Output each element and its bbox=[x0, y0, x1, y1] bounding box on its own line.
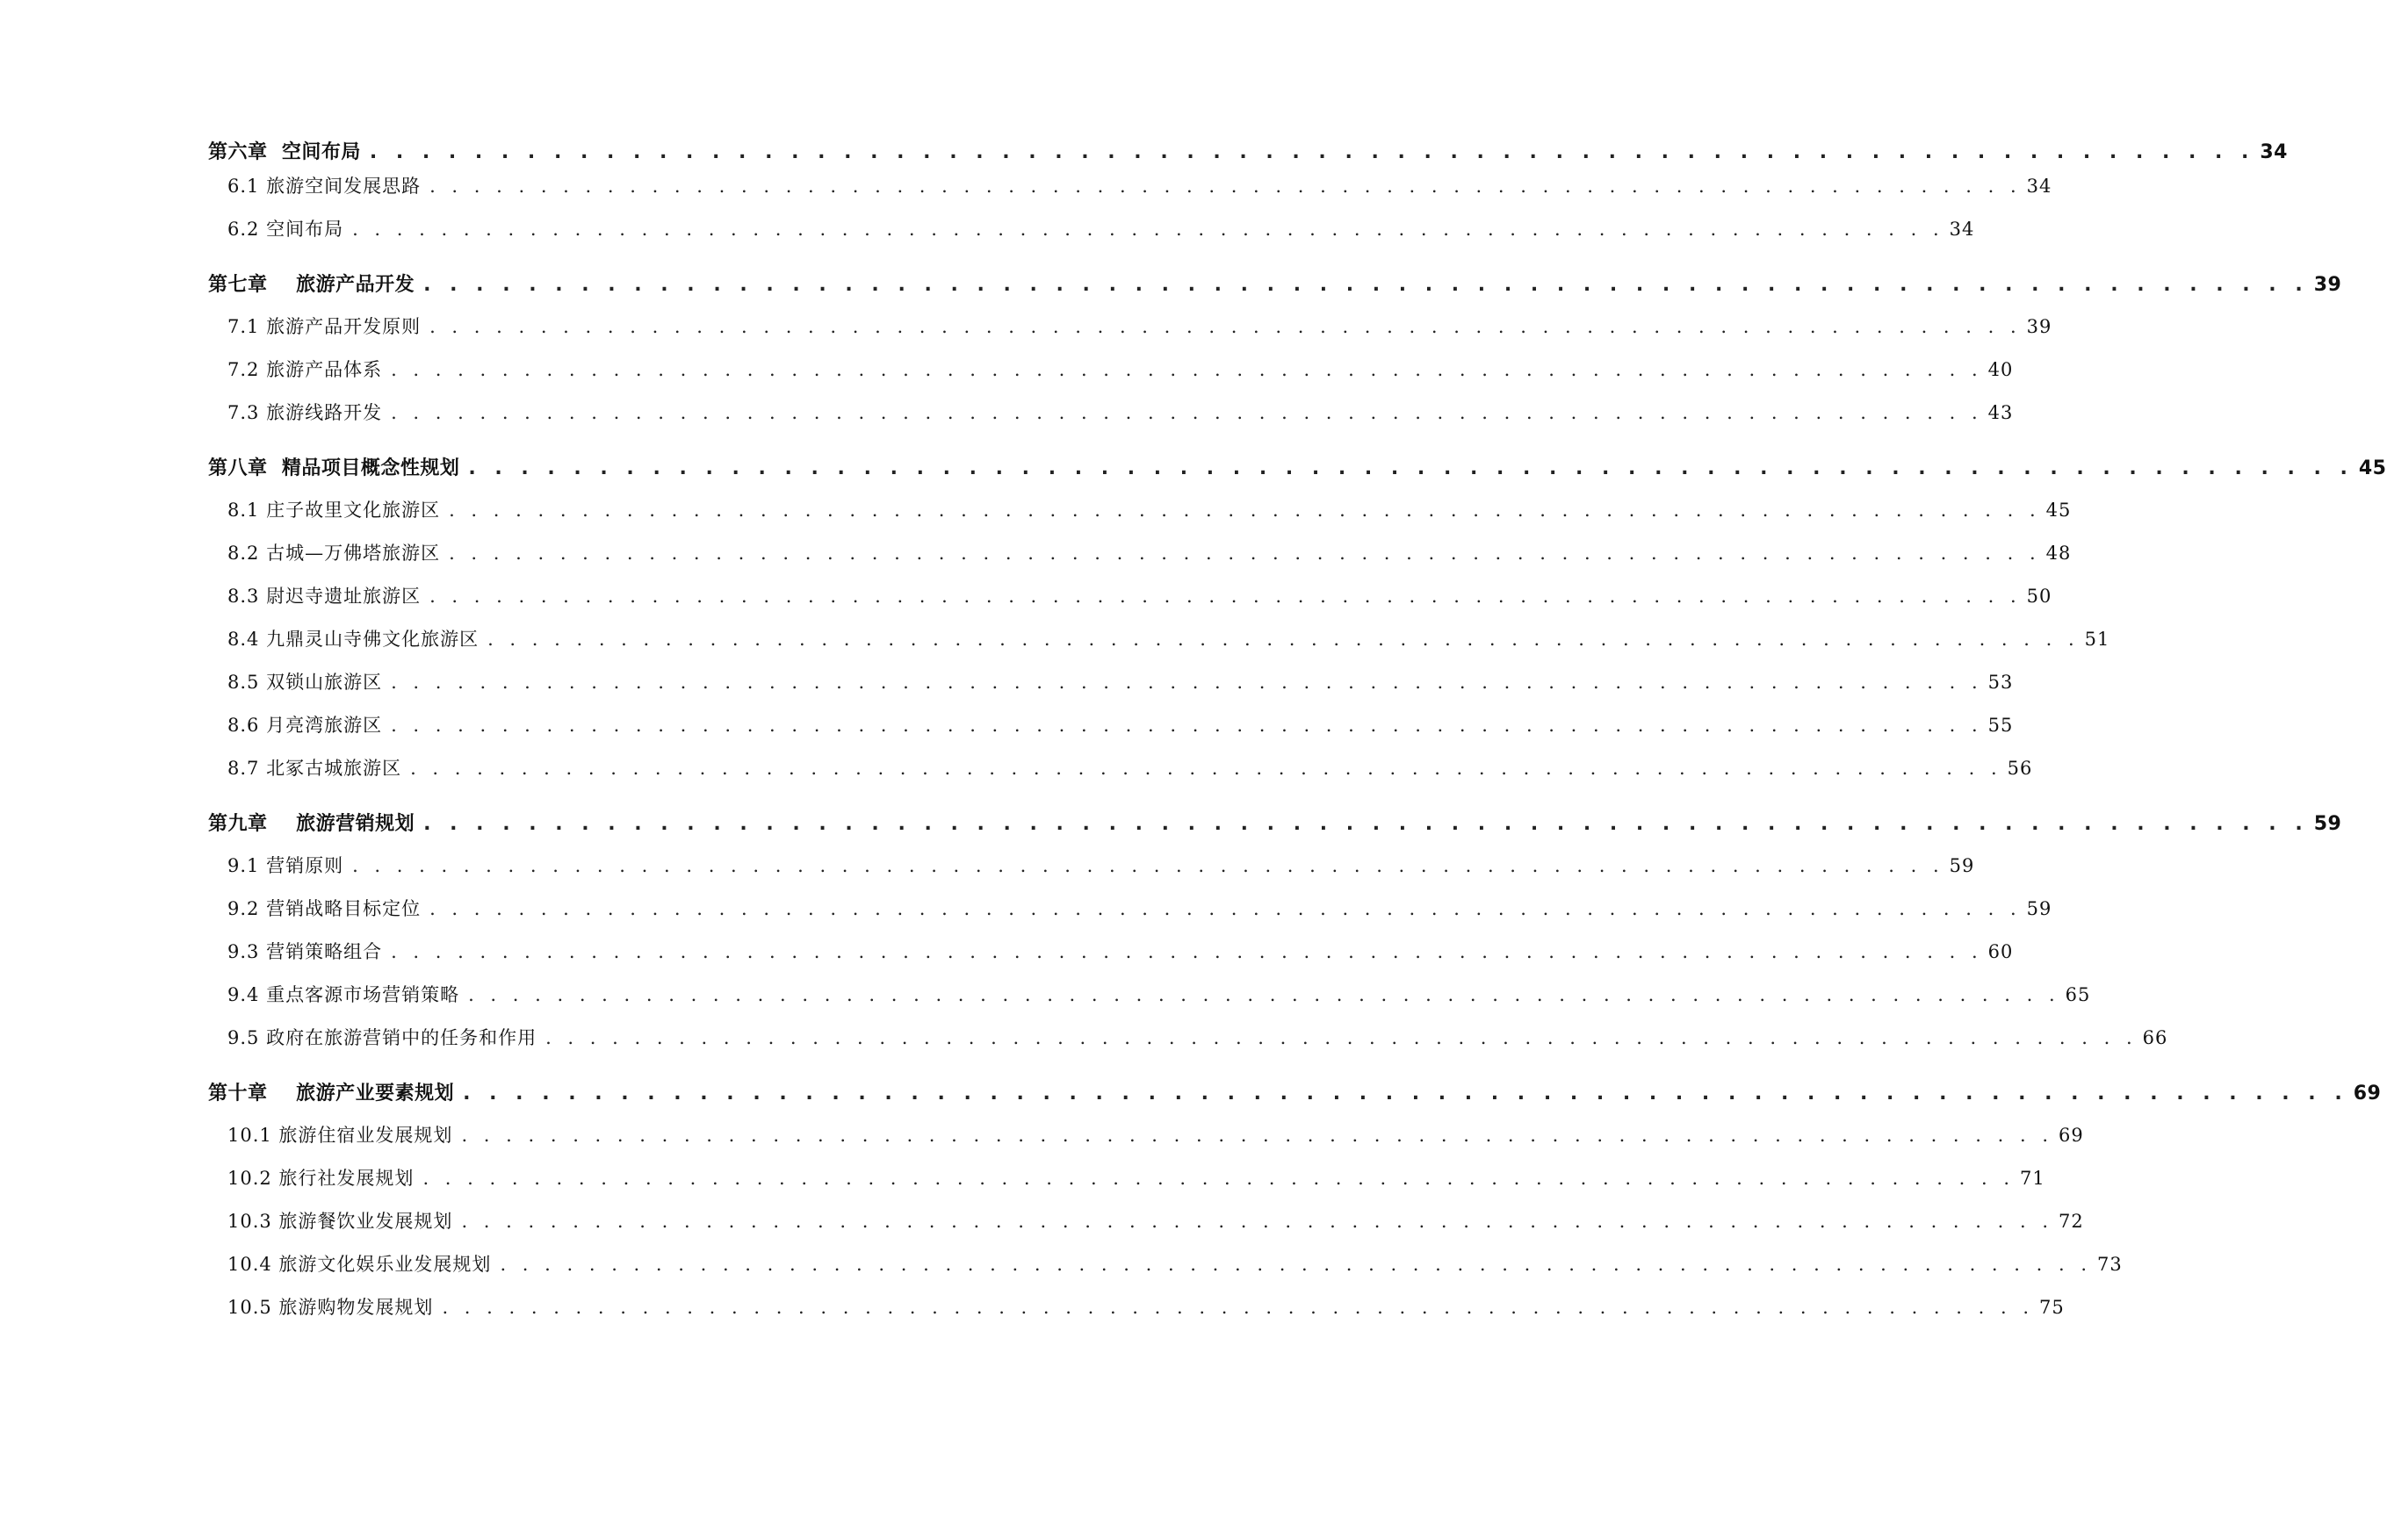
toc-entry-title: 第七章 旅游产品开发 bbox=[208, 274, 415, 296]
toc-page-number: 34 bbox=[2260, 141, 2288, 163]
toc-section-entry[interactable] bbox=[208, 356, 2014, 399]
dot-leader: . . . . . . . . . . . . . . . . . . . . . . . . . . . . . . . . . . . . . . . . . . . . . . . . . . . . . . . . . . . . . . . . . . . . . . . . bbox=[461, 1125, 2054, 1146]
toc-section-entry[interactable] bbox=[208, 313, 2052, 356]
toc-section-entry[interactable] bbox=[208, 1164, 2045, 1207]
toc-page-number: 40 bbox=[1987, 359, 2014, 380]
dot-leader: . . . . . . . . . . . . . . . . . . . . . . . . . . . . . . . . . . . . . . . . . . . . . . . . . . . . . . . . . . . . . . . . . . . . . . . . bbox=[461, 1211, 2054, 1232]
dot-leader: . . . . . . . . . . . . . . . . . . . . . . . . . . . . . . . . . . . . . . . . . . . . . . . . . . . . . . . . . . . . . . . . . . . . . . . . bbox=[429, 316, 2022, 337]
dot-leader: . . . . . . . . . . . . . . . . . . . . . . . . . . . . . . . . . . . . . . . . . . . . . . . . . . . . . . . . . . . . . . . . . . . . . . . . bbox=[391, 402, 1983, 423]
dot-leader: . . . . . . . . . . . . . . . . . . . . . . . . . . . . . . . . . . . . . . . . . . . . . . . . . . . . . . . . . . . . . . . . . . . . . . . . bbox=[429, 898, 2022, 919]
toc-page-number: 75 bbox=[2039, 1297, 2065, 1318]
toc-page-number: 59 bbox=[2026, 898, 2052, 919]
toc-page-number: 69 bbox=[2353, 1083, 2382, 1105]
toc-page-number: 73 bbox=[2097, 1254, 2123, 1275]
dot-leader: . . . . . . . . . . . . . . . . . . . . . . . . . . . . . . . . . . . . . . . . . . . . . . . . . . . . . . . . . . . . . . . . . . . . . . . . bbox=[391, 672, 1983, 693]
toc-page-number: 39 bbox=[2026, 316, 2052, 337]
toc-entry-title: 8.1 庄子故里文化旅游区 bbox=[227, 500, 441, 521]
toc-entry-title: 8.6 月亮湾旅游区 bbox=[227, 715, 383, 736]
toc-chapter-entry[interactable] bbox=[208, 453, 2387, 496]
dot-leader: . . . . . . . . . . . . . . . . . . . . . . . . . . . . . . . . . . . . . . . . . . . . . . . . . . . . . . . . . . . . . . . . . . . . . . . . bbox=[422, 1168, 2016, 1189]
toc-page-number: 48 bbox=[2045, 543, 2072, 564]
toc-entry-title: 第六章 空间布局 bbox=[208, 141, 361, 163]
dot-leader: . . . . . . . . . . . . . . . . . . . . . . . . . . . . . . . . . . . . . . . . . . . . . . . . . . . . . . . . . . . . . . . . . . . . . . . . bbox=[391, 359, 1983, 380]
toc-section-entry[interactable] bbox=[208, 172, 2052, 215]
dot-leader: . . . . . . . . . . . . . . . . . . . . . . . . . . . . . . . . . . . . . . . . . . . . . . . . . . . . . . . . . . . . . . . . . . . . . . . . bbox=[429, 586, 2022, 607]
toc-section-entry[interactable] bbox=[208, 1121, 2084, 1164]
dot-leader: . . . . . . . . . . . . . . . . . . . . . . . . . . . . . . . . . . . . . . . . . . . . . . . . . . . . . . . . . . . . . . . . . . . . . . . . bbox=[487, 629, 2080, 650]
table-of-contents bbox=[208, 137, 2387, 1336]
dot-leader: . . . . . . . . . . . . . . . . . . . . . . . . . . . . . . . . . . . . . . . . . . . . . . . . . . . . . . . . . . . . . . . . . . . . . . . . bbox=[391, 715, 1983, 736]
toc-section-entry[interactable] bbox=[208, 754, 2033, 797]
toc-page-number: 50 bbox=[2026, 586, 2052, 607]
dot-leader: . . . . . . . . . . . . . . . . . . . . . . . . . . . . . . . . . . . . . . . . . . . . . . . . . . . . . . . . . . . . . . . . . . . . . . . . bbox=[423, 274, 2309, 296]
toc-chapter-entry[interactable] bbox=[208, 809, 2342, 852]
toc-page-number: 65 bbox=[2065, 984, 2091, 1005]
toc-page-number: 60 bbox=[1987, 941, 2014, 962]
dot-leader: . . . . . . . . . . . . . . . . . . . . . . . . . . . . . . . . . . . . . . . . . . . . . . . . . . . . . . . . . . . . . . . . . . . . . . . . bbox=[463, 1083, 2348, 1105]
toc-page-number: 69 bbox=[2059, 1125, 2084, 1146]
toc-page-number: 66 bbox=[2142, 1027, 2168, 1048]
toc-entry-title: 8.7 北冢古城旅游区 bbox=[227, 758, 402, 779]
toc-section-entry[interactable] bbox=[208, 1207, 2084, 1250]
toc-page-number: 45 bbox=[2045, 500, 2072, 521]
toc-section-entry[interactable] bbox=[208, 496, 2072, 539]
toc-page-number: 34 bbox=[1949, 219, 1975, 240]
toc-entry-title: 7.3 旅游线路开发 bbox=[227, 402, 383, 423]
toc-chapter-entry[interactable] bbox=[208, 137, 2288, 172]
toc-page-number: 59 bbox=[1949, 855, 1975, 876]
dot-leader: . . . . . . . . . . . . . . . . . . . . . . . . . . . . . . . . . . . . . . . . . . . . . . . . . . . . . . . . . . . . . . . . . . . . . . . . bbox=[369, 141, 2255, 163]
toc-entry-title: 9.2 营销战略目标定位 bbox=[227, 898, 422, 919]
toc-page-number: 53 bbox=[1987, 672, 2014, 693]
dot-leader: . . . . . . . . . . . . . . . . . . . . . . . . . . . . . . . . . . . . . . . . . . . . . . . . . . . . . . . . . . . . . . . . . . . . . . . . bbox=[352, 219, 1944, 240]
toc-entry-title: 8.3 尉迟寺遗址旅游区 bbox=[227, 586, 422, 607]
toc-page-number: 43 bbox=[1987, 402, 2014, 423]
dot-leader: . . . . . . . . . . . . . . . . . . . . . . . . . . . . . . . . . . . . . . . . . . . . . . . . . . . . . . . . . . . . . . . . . . . . . . . . bbox=[449, 543, 2041, 564]
toc-entry-title: 10.2 旅行社发展规划 bbox=[227, 1168, 415, 1189]
toc-section-entry[interactable] bbox=[208, 582, 2052, 625]
dot-leader: . . . . . . . . . . . . . . . . . . . . . . . . . . . . . . . . . . . . . . . . . . . . . . . . . . . . . . . . . . . . . . . . . . . . . . . . bbox=[352, 855, 1944, 876]
toc-page-number: 39 bbox=[2313, 274, 2342, 296]
toc-section-entry[interactable] bbox=[208, 399, 2014, 442]
toc-entry-title: 10.1 旅游住宿业发展规划 bbox=[227, 1125, 453, 1146]
toc-entry-title: 第九章 旅游营销规划 bbox=[208, 813, 415, 835]
toc-entry-title: 6.2 空间布局 bbox=[227, 219, 344, 240]
dot-leader: . . . . . . . . . . . . . . . . . . . . . . . . . . . . . . . . . . . . . . . . . . . . . . . . . . . . . . . . . . . . . . . . . . . . . . . . bbox=[429, 176, 2022, 197]
toc-section-entry[interactable] bbox=[208, 852, 1975, 895]
dot-leader: . . . . . . . . . . . . . . . . . . . . . . . . . . . . . . . . . . . . . . . . . . . . . . . . . . . . . . . . . . . . . . . . . . . . . . . . bbox=[449, 500, 2041, 521]
toc-section-entry[interactable] bbox=[208, 981, 2091, 1024]
dot-leader: . . . . . . . . . . . . . . . . . . . . . . . . . . . . . . . . . . . . . . . . . . . . . . . . . . . . . . . . . . . . . . . . . . . . . . . . bbox=[423, 813, 2309, 835]
toc-page-number: 34 bbox=[2026, 176, 2052, 197]
toc-page-number: 72 bbox=[2059, 1211, 2084, 1232]
dot-leader: . . . . . . . . . . . . . . . . . . . . . . . . . . . . . . . . . . . . . . . . . . . . . . . . . . . . . . . . . . . . . . . . . . . . . . . . bbox=[468, 984, 2060, 1005]
toc-entry-title: 10.3 旅游餐饮业发展规划 bbox=[227, 1211, 453, 1232]
dot-leader: . . . . . . . . . . . . . . . . . . . . . . . . . . . . . . . . . . . . . . . . . . . . . . . . . . . . . . . . . . . . . . . . . . . . . . . . bbox=[442, 1297, 2035, 1318]
dot-leader: . . . . . . . . . . . . . . . . . . . . . . . . . . . . . . . . . . . . . . . . . . . . . . . . . . . . . . . . . . . . . . . . . . . . . . . . bbox=[410, 758, 2002, 779]
toc-page-number: 51 bbox=[2084, 629, 2110, 650]
toc-entry-title: 8.4 九鼎灵山寺佛文化旅游区 bbox=[227, 629, 480, 650]
toc-section-entry[interactable] bbox=[208, 711, 2014, 754]
toc-page-number: 55 bbox=[1987, 715, 2014, 736]
toc-entry-title: 第八章 精品项目概念性规划 bbox=[208, 457, 460, 479]
toc-section-entry[interactable] bbox=[208, 1250, 2123, 1293]
toc-section-entry[interactable] bbox=[208, 668, 2014, 711]
toc-entry-title: 第十章 旅游产业要素规划 bbox=[208, 1083, 455, 1105]
toc-entry-title: 10.4 旅游文化娱乐业发展规划 bbox=[227, 1254, 492, 1275]
toc-section-entry[interactable] bbox=[208, 895, 2052, 938]
toc-entry-title: 7.2 旅游产品体系 bbox=[227, 359, 383, 380]
toc-section-entry[interactable] bbox=[208, 938, 2014, 981]
toc-entry-title: 6.1 旅游空间发展思路 bbox=[227, 176, 422, 197]
toc-page-number: 56 bbox=[2007, 758, 2033, 779]
toc-entry-title: 9.3 营销策略组合 bbox=[227, 941, 383, 962]
toc-section-entry[interactable] bbox=[208, 215, 1975, 258]
toc-entry-title: 10.5 旅游购物发展规划 bbox=[227, 1297, 434, 1318]
toc-entry-title: 9.4 重点客源市场营销策略 bbox=[227, 984, 460, 1005]
toc-entry-title: 9.5 政府在旅游营销中的任务和作用 bbox=[227, 1027, 537, 1048]
toc-page-number: 45 bbox=[2358, 457, 2387, 479]
toc-chapter-entry[interactable] bbox=[208, 270, 2342, 313]
toc-page-number: 71 bbox=[2020, 1168, 2045, 1189]
toc-entry-title: 8.5 双锁山旅游区 bbox=[227, 672, 383, 693]
toc-entry-title: 8.2 古城—万佛塔旅游区 bbox=[227, 543, 441, 564]
toc-section-entry[interactable] bbox=[208, 539, 2072, 582]
dot-leader: . . . . . . . . . . . . . . . . . . . . . . . . . . . . . . . . . . . . . . . . . . . . . . . . . . . . . . . . . . . . . . . . . . . . . . . . bbox=[468, 457, 2354, 479]
dot-leader: . . . . . . . . . . . . . . . . . . . . . . . . . . . . . . . . . . . . . . . . . . . . . . . . . . . . . . . . . . . . . . . . . . . . . . . . bbox=[391, 941, 1983, 962]
toc-section-entry[interactable] bbox=[208, 1024, 2168, 1067]
dot-leader: . . . . . . . . . . . . . . . . . . . . . . . . . . . . . . . . . . . . . . . . . . . . . . . . . . . . . . . . . . . . . . . . . . . . . . . . bbox=[500, 1254, 2093, 1275]
toc-entry-title: 9.1 营销原则 bbox=[227, 855, 344, 876]
toc-entry-title: 7.1 旅游产品开发原则 bbox=[227, 316, 422, 337]
toc-section-entry[interactable] bbox=[208, 625, 2110, 668]
toc-section-entry[interactable] bbox=[208, 1293, 2065, 1336]
toc-page-number: 59 bbox=[2313, 813, 2342, 835]
dot-leader: . . . . . . . . . . . . . . . . . . . . . . . . . . . . . . . . . . . . . . . . . . . . . . . . . . . . . . . . . . . . . . . . . . . . . . . . bbox=[545, 1027, 2138, 1048]
toc-chapter-entry[interactable] bbox=[208, 1078, 2382, 1121]
